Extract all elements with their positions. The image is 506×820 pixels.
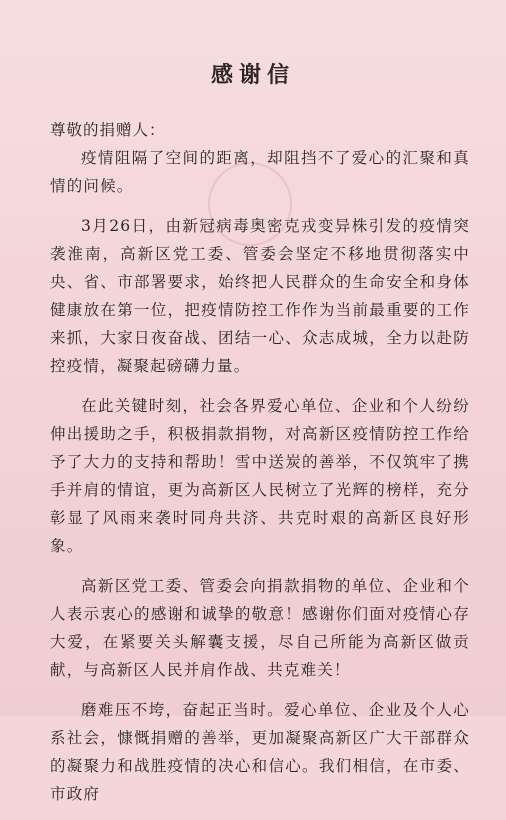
letter-title: 感谢信 <box>210 62 295 88</box>
letter-paragraph: 疫情阻隔了空间的距离，却阻挡不了爱心的汇聚和真情的问候。 <box>50 149 470 195</box>
letter-paragraph: 磨难压不垮，奋起正当时。爱心单位、企业及个人心系社会，慷慨捐赠的善举，更加凝聚高新区广大干部群众的凝聚力和战胜疫情的决心和信心。我们相信，在市委、市政府 <box>50 701 470 803</box>
letter-paragraph: 在此关键时刻，社会各界爱心单位、企业和个人纷纷伸出援助之手，积极捐款捐物，对高新区疫情防控工作给予了大力的支持和帮助！雪中送炭的善举，不仅筑牢了携手并肩的情谊，更为高新区人民树立了光辉的榜样，充分彰显了风雨来袭时同舟共济、共克时艰的高新区良好形象。 <box>50 397 470 555</box>
letter-paragraph: 3月26日，由新冠病毒奥密克戎变异株引发的疫情突袭淮南，高新区党工委、管委会坚定不移地贯彻落实中央、省、市部署要求，始终把人民群众的生命安全和身体健康放在第一位，把疫情防控工作作为当前最重要的工作来抓，大家日夜奋战、团结一心、众志成城，全力以赴防控疫情，凝聚起磅礴力量。 <box>50 217 470 375</box>
letter-body <box>50 144 470 820</box>
letter-paragraph: 高新区党工委、管委会向捐款捐物的单位、企业和个人表示衷心的感谢和诚挚的敬意！感谢你们面对疫情心存大爱，在紧要关头解囊支援，尽自己所能为高新区做贡献，与高新区人民并肩作战、共克难关！ <box>50 577 470 679</box>
letter-salutation: 尊敬的捐赠人： <box>50 121 166 139</box>
